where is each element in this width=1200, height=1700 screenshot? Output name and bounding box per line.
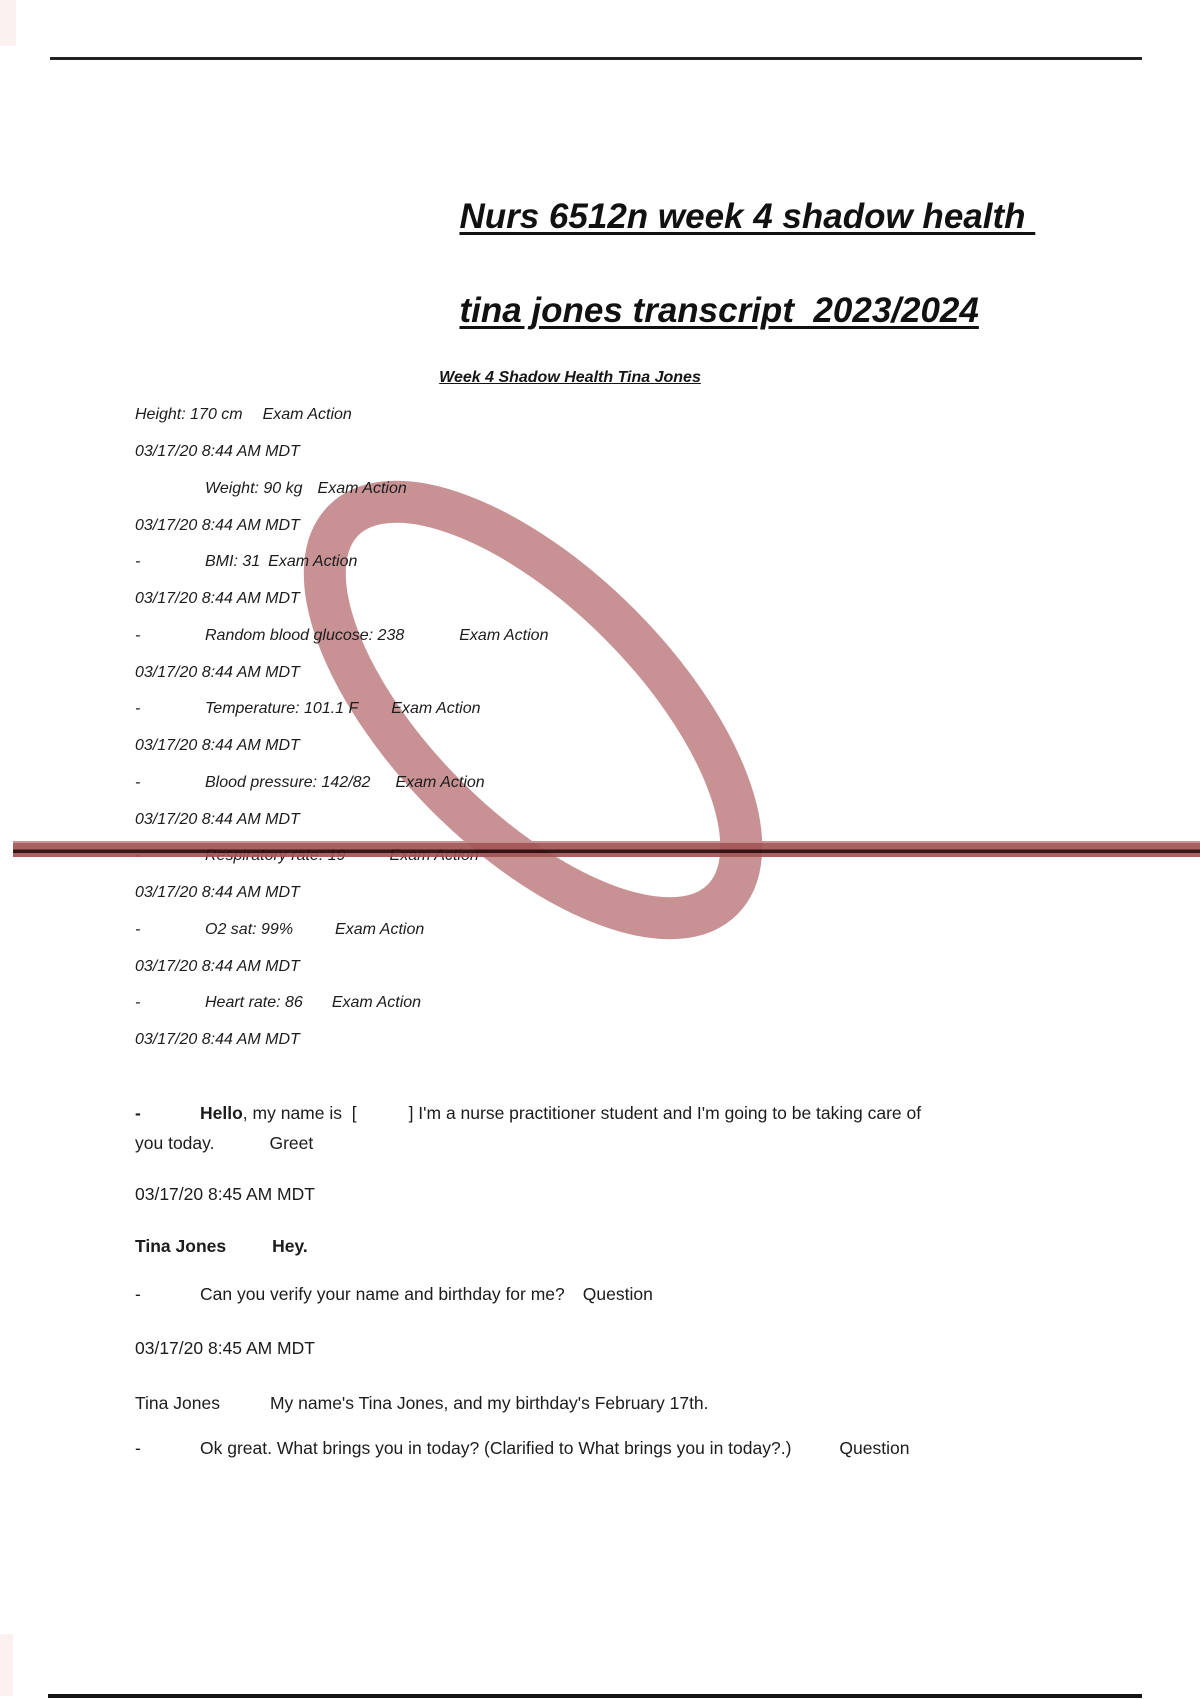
page-title-line1: Nurs 6512n week 4 shadow health bbox=[459, 197, 1036, 236]
exam-action-tag: Exam Action bbox=[331, 994, 422, 1012]
vital-row bbox=[135, 471, 1135, 508]
exam-action-tag: Exam Action bbox=[268, 553, 358, 571]
list-dash: - bbox=[135, 773, 141, 791]
vitals-list bbox=[135, 397, 1135, 1059]
greet-tag: Greet bbox=[269, 1132, 314, 1153]
vital-row bbox=[135, 618, 1135, 655]
vital-label: BMI: 31 bbox=[205, 553, 261, 571]
vital-row bbox=[135, 691, 1135, 728]
vital-label: Blood pressure: 142/82 bbox=[205, 773, 371, 791]
exam-action-tag: Exam Action bbox=[395, 773, 485, 791]
list-dash: - bbox=[135, 1437, 141, 1458]
exam-action-tag: Exam Action bbox=[459, 626, 549, 644]
timestamp: 03/17/20 8:44 AM MDT bbox=[135, 810, 300, 828]
patient-reply bbox=[135, 1390, 709, 1416]
list-dash: - bbox=[135, 1102, 141, 1123]
list-dash: - bbox=[135, 626, 141, 644]
vital-row bbox=[135, 985, 1135, 1022]
vital-label: Temperature: 101.1 F bbox=[205, 700, 359, 718]
greet-text-wrap: you today. bbox=[135, 1132, 215, 1153]
greet-text-continued: ] I'm a nurse practitioner student and I'm going to be taking care of bbox=[408, 1102, 922, 1123]
question-tag: Question bbox=[839, 1437, 910, 1458]
redaction-line bbox=[13, 841, 1200, 857]
list-dash: - bbox=[135, 920, 141, 938]
list-dash: - bbox=[135, 700, 141, 718]
timestamp: 03/17/20 8:44 AM MDT bbox=[135, 884, 300, 902]
vital-label: O2 sat: 99% bbox=[205, 920, 294, 938]
reply-text: My name's Tina Jones, and my birthday's February 17th. bbox=[269, 1392, 709, 1413]
vital-row bbox=[135, 397, 1135, 434]
question-line bbox=[135, 1435, 909, 1461]
timestamp: 03/17/20 8:44 AM MDT bbox=[135, 443, 300, 461]
speaker-name: Tina Jones bbox=[135, 1235, 227, 1256]
timestamp: 03/17/20 8:45 AM MDT bbox=[135, 1183, 315, 1204]
vital-label: Height: 170 cm bbox=[135, 406, 243, 424]
section-heading: Week 4 Shadow Health Tina Jones bbox=[439, 369, 701, 386]
timestamp: 03/17/20 8:44 AM MDT bbox=[135, 590, 300, 608]
question-text: Ok great. What brings you in today? (Clarified to What brings you in today?.) bbox=[200, 1437, 792, 1458]
exam-action-tag: Exam Action bbox=[335, 920, 425, 938]
timestamp: 03/17/20 8:44 AM MDT bbox=[135, 1031, 300, 1049]
timestamp: 03/17/20 8:44 AM MDT bbox=[135, 516, 300, 534]
timestamp: 03/17/20 8:44 AM MDT bbox=[135, 957, 300, 975]
greet-line-2 bbox=[135, 1130, 313, 1156]
list-dash: - bbox=[135, 994, 141, 1012]
question-tag: Question bbox=[582, 1283, 653, 1304]
reply-text: Hey. bbox=[272, 1235, 308, 1256]
patient-reply bbox=[135, 1233, 308, 1259]
list-dash: - bbox=[135, 1283, 141, 1304]
greet-hello: Hello bbox=[200, 1102, 243, 1123]
question-text: Can you verify your name and birthday for me? bbox=[200, 1283, 565, 1304]
list-dash: - bbox=[135, 553, 141, 571]
timestamp: 03/17/20 8:45 AM MDT bbox=[135, 1337, 315, 1358]
vital-row bbox=[135, 912, 1135, 949]
exam-action-tag: Exam Action bbox=[317, 479, 407, 497]
greet-line-1 bbox=[135, 1100, 921, 1126]
question-line bbox=[135, 1281, 653, 1307]
vital-row bbox=[135, 544, 1135, 581]
speaker-name: Tina Jones bbox=[135, 1392, 220, 1413]
vital-label: Weight: 90 kg bbox=[205, 479, 303, 497]
vital-row bbox=[135, 765, 1135, 802]
page-title-line2: tina jones transcript 2023/2024 bbox=[459, 291, 979, 330]
timestamp: 03/17/20 8:44 AM MDT bbox=[135, 663, 300, 681]
greet-text: , my name is [ bbox=[242, 1102, 357, 1123]
vital-label: Random blood glucose: 238 bbox=[205, 626, 405, 644]
exam-action-tag: Exam Action bbox=[391, 700, 481, 718]
vital-label: Heart rate: 86 bbox=[205, 994, 303, 1012]
exam-action-tag: Exam Action bbox=[262, 406, 352, 424]
timestamp: 03/17/20 8:44 AM MDT bbox=[135, 737, 300, 755]
